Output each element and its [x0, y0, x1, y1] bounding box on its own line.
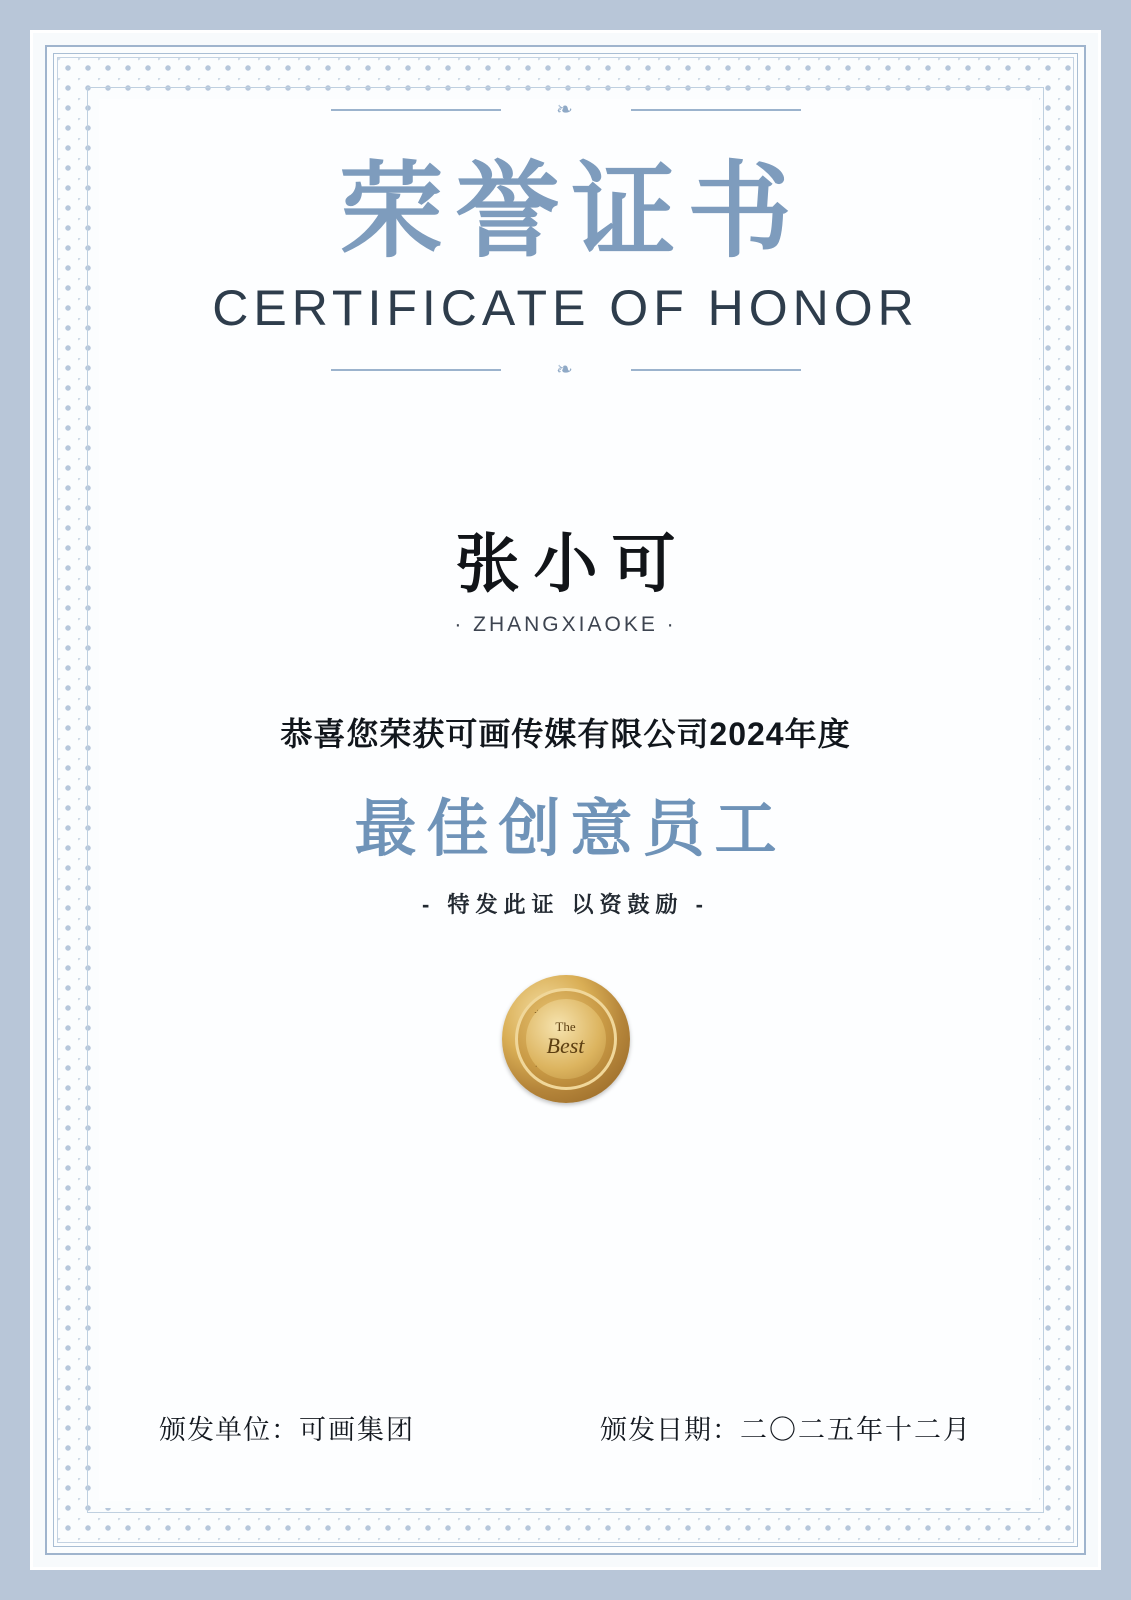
divider-bar-left: [331, 109, 501, 111]
seal-container: [99, 975, 1032, 1103]
award-note: - 特发此证 以资鼓励 -: [422, 891, 709, 917]
seal-text-the: The: [555, 1019, 576, 1035]
divider-bar-right-2: [631, 369, 801, 371]
divider-bar-left-2: [331, 369, 501, 371]
date-label: 颁发日期：: [600, 1415, 740, 1445]
divider-bottom: [331, 359, 801, 381]
certificate-inner-frame: [45, 45, 1086, 1555]
best-seal-icon: [502, 975, 630, 1103]
date-value: 二〇二五年十二月: [740, 1415, 972, 1445]
recipient-name-cn: 张小可: [455, 527, 690, 600]
date-field: [600, 1408, 972, 1447]
seal-text-best: Best: [546, 1033, 585, 1059]
seal-inner-disc: [526, 999, 606, 1079]
congratulation-text: 恭喜您荣获可画传媒有限公司2024年度: [280, 715, 851, 752]
flourish-icon-2: ❧: [556, 358, 575, 381]
certificate-content: [99, 99, 1032, 1501]
recipient-name-en: · ZHANGXIAOKE ·: [454, 612, 677, 636]
certificate-title-cn: 荣誉证书: [339, 155, 804, 270]
divider-bar-right: [631, 109, 801, 111]
divider-top: [331, 99, 801, 121]
certificate-title-en: CERTIFICATE OF HONOR: [212, 279, 919, 336]
certificate-outer-frame: [30, 30, 1101, 1570]
award-title: 最佳创意员工: [354, 795, 787, 864]
issuer-field: [159, 1408, 415, 1447]
issuer-label: 颁发单位：: [159, 1415, 299, 1445]
issuer-value: 可画集团: [299, 1415, 415, 1445]
certificate-footer: [159, 1408, 972, 1447]
flourish-icon: ❧: [556, 99, 575, 121]
